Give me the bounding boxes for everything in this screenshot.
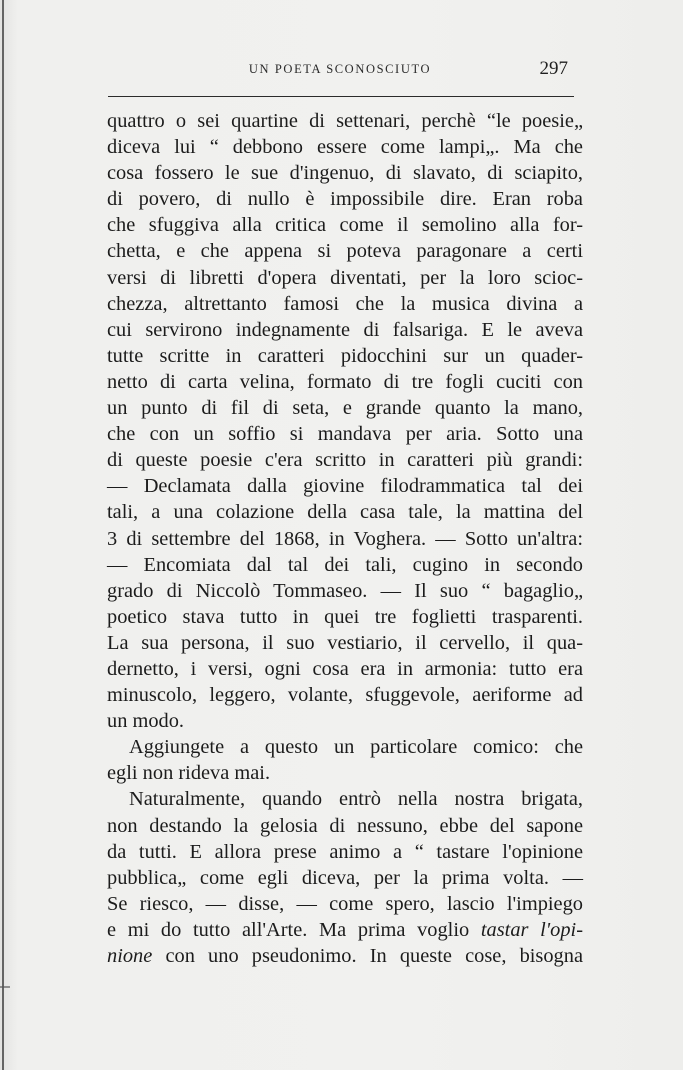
text-line: di queste poesie c'era scritto in caratteri più grandi: [107,449,583,472]
text-line: dernetto, i versi, ogni cosa era in armonia: tutto era [107,657,583,680]
text-segment: con uno pseudonimo. In queste cose, bisogna [165,945,583,967]
running-title: UN POETA SCONOSCIUTO [248,62,432,76]
text-line: non destando la gelosia di nessuno, ebbe del sapone [107,814,583,837]
text-line: La sua persona, il suo vestiario, il cervello, il qua- [107,631,583,654]
text-line: Aggiungete a questo un particolare comico: che [129,736,583,759]
body-text [107,108,583,969]
text-line: un modo. [107,710,185,733]
text-line: poetico stava tutto in quei tre foglietti trasparenti. [107,605,583,628]
text-line: grado di Niccolò Tommaseo. — Il suo “ bagaglio„ [107,579,583,602]
text-line: di povero, di nullo è impossibile dire. Eran roba [107,188,583,211]
text-line: che con un soffio si mandava per aria. Sotto una [107,423,583,446]
running-header [106,58,574,84]
italic-phrase: tastar l'opi- [480,918,583,941]
text-segment: e mi do tutto all'Arte. Ma prima voglio [107,918,470,941]
page-number: 297 [539,58,568,79]
text-line: Naturalmente, quando entrò nella nostra brigata, [129,788,583,811]
text-line: un punto di fil di seta, e grande quanto la mano, [107,397,583,420]
text-line: cosa fossero le sue d'ingenuo, di slavato, di sciapito, [107,162,583,185]
text-line: netto di carta velina, formato di tre fogli cuciti con [107,370,583,393]
text-line: da tutti. E allora prese animo a “ tastare l'opinione [107,840,583,863]
text-line: egli non rideva mai. [107,762,271,785]
text-line: 3 di settembre del 1868, in Voghera. — Sotto un'altra: [107,527,583,550]
text-line: Se riesco, — disse, — come spero, lascio l'impiego [107,892,583,915]
text-line [107,943,583,969]
text-line [107,917,583,943]
text-line: tutte scritte in caratteri pidocchini sur un quader- [107,344,583,367]
text-line: cui servirono indegnamente di falsariga. E le aveva [107,318,583,341]
text-line: tali, a una colazione della casa tale, la mattina del [107,501,583,524]
header-rule [108,96,574,97]
text-line: che sfuggiva alla critica come il semolino alla for- [107,214,583,237]
text-line: — Declamata dalla giovine filodrammatica tal dei [107,475,583,498]
text-line: pubblica„ come egli diceva, per la prima volta. — [107,866,583,889]
text-line: chetta, e che appena si poteva paragonare a certi [107,240,583,263]
text-line: chezza, altrettanto famosi che la musica divina a [107,292,583,315]
italic-phrase: nione [107,945,153,967]
text-line: diceva lui “ debbono essere come lampi„. Ma che [107,136,583,159]
page-edge-mark [0,986,10,988]
page-binding-edge [2,0,4,1070]
text-line: quattro o sei quartine di settenari, perchè “le poesie„ [107,110,583,132]
text-line: minuscolo, leggero, volante, sfuggevole, aeriforme ad [107,684,583,707]
text-line: versi di libretti d'opera diventati, per la loro scioc- [107,266,583,289]
text-line: — Encomiata dal tal dei tali, cugino in secondo [107,553,583,576]
